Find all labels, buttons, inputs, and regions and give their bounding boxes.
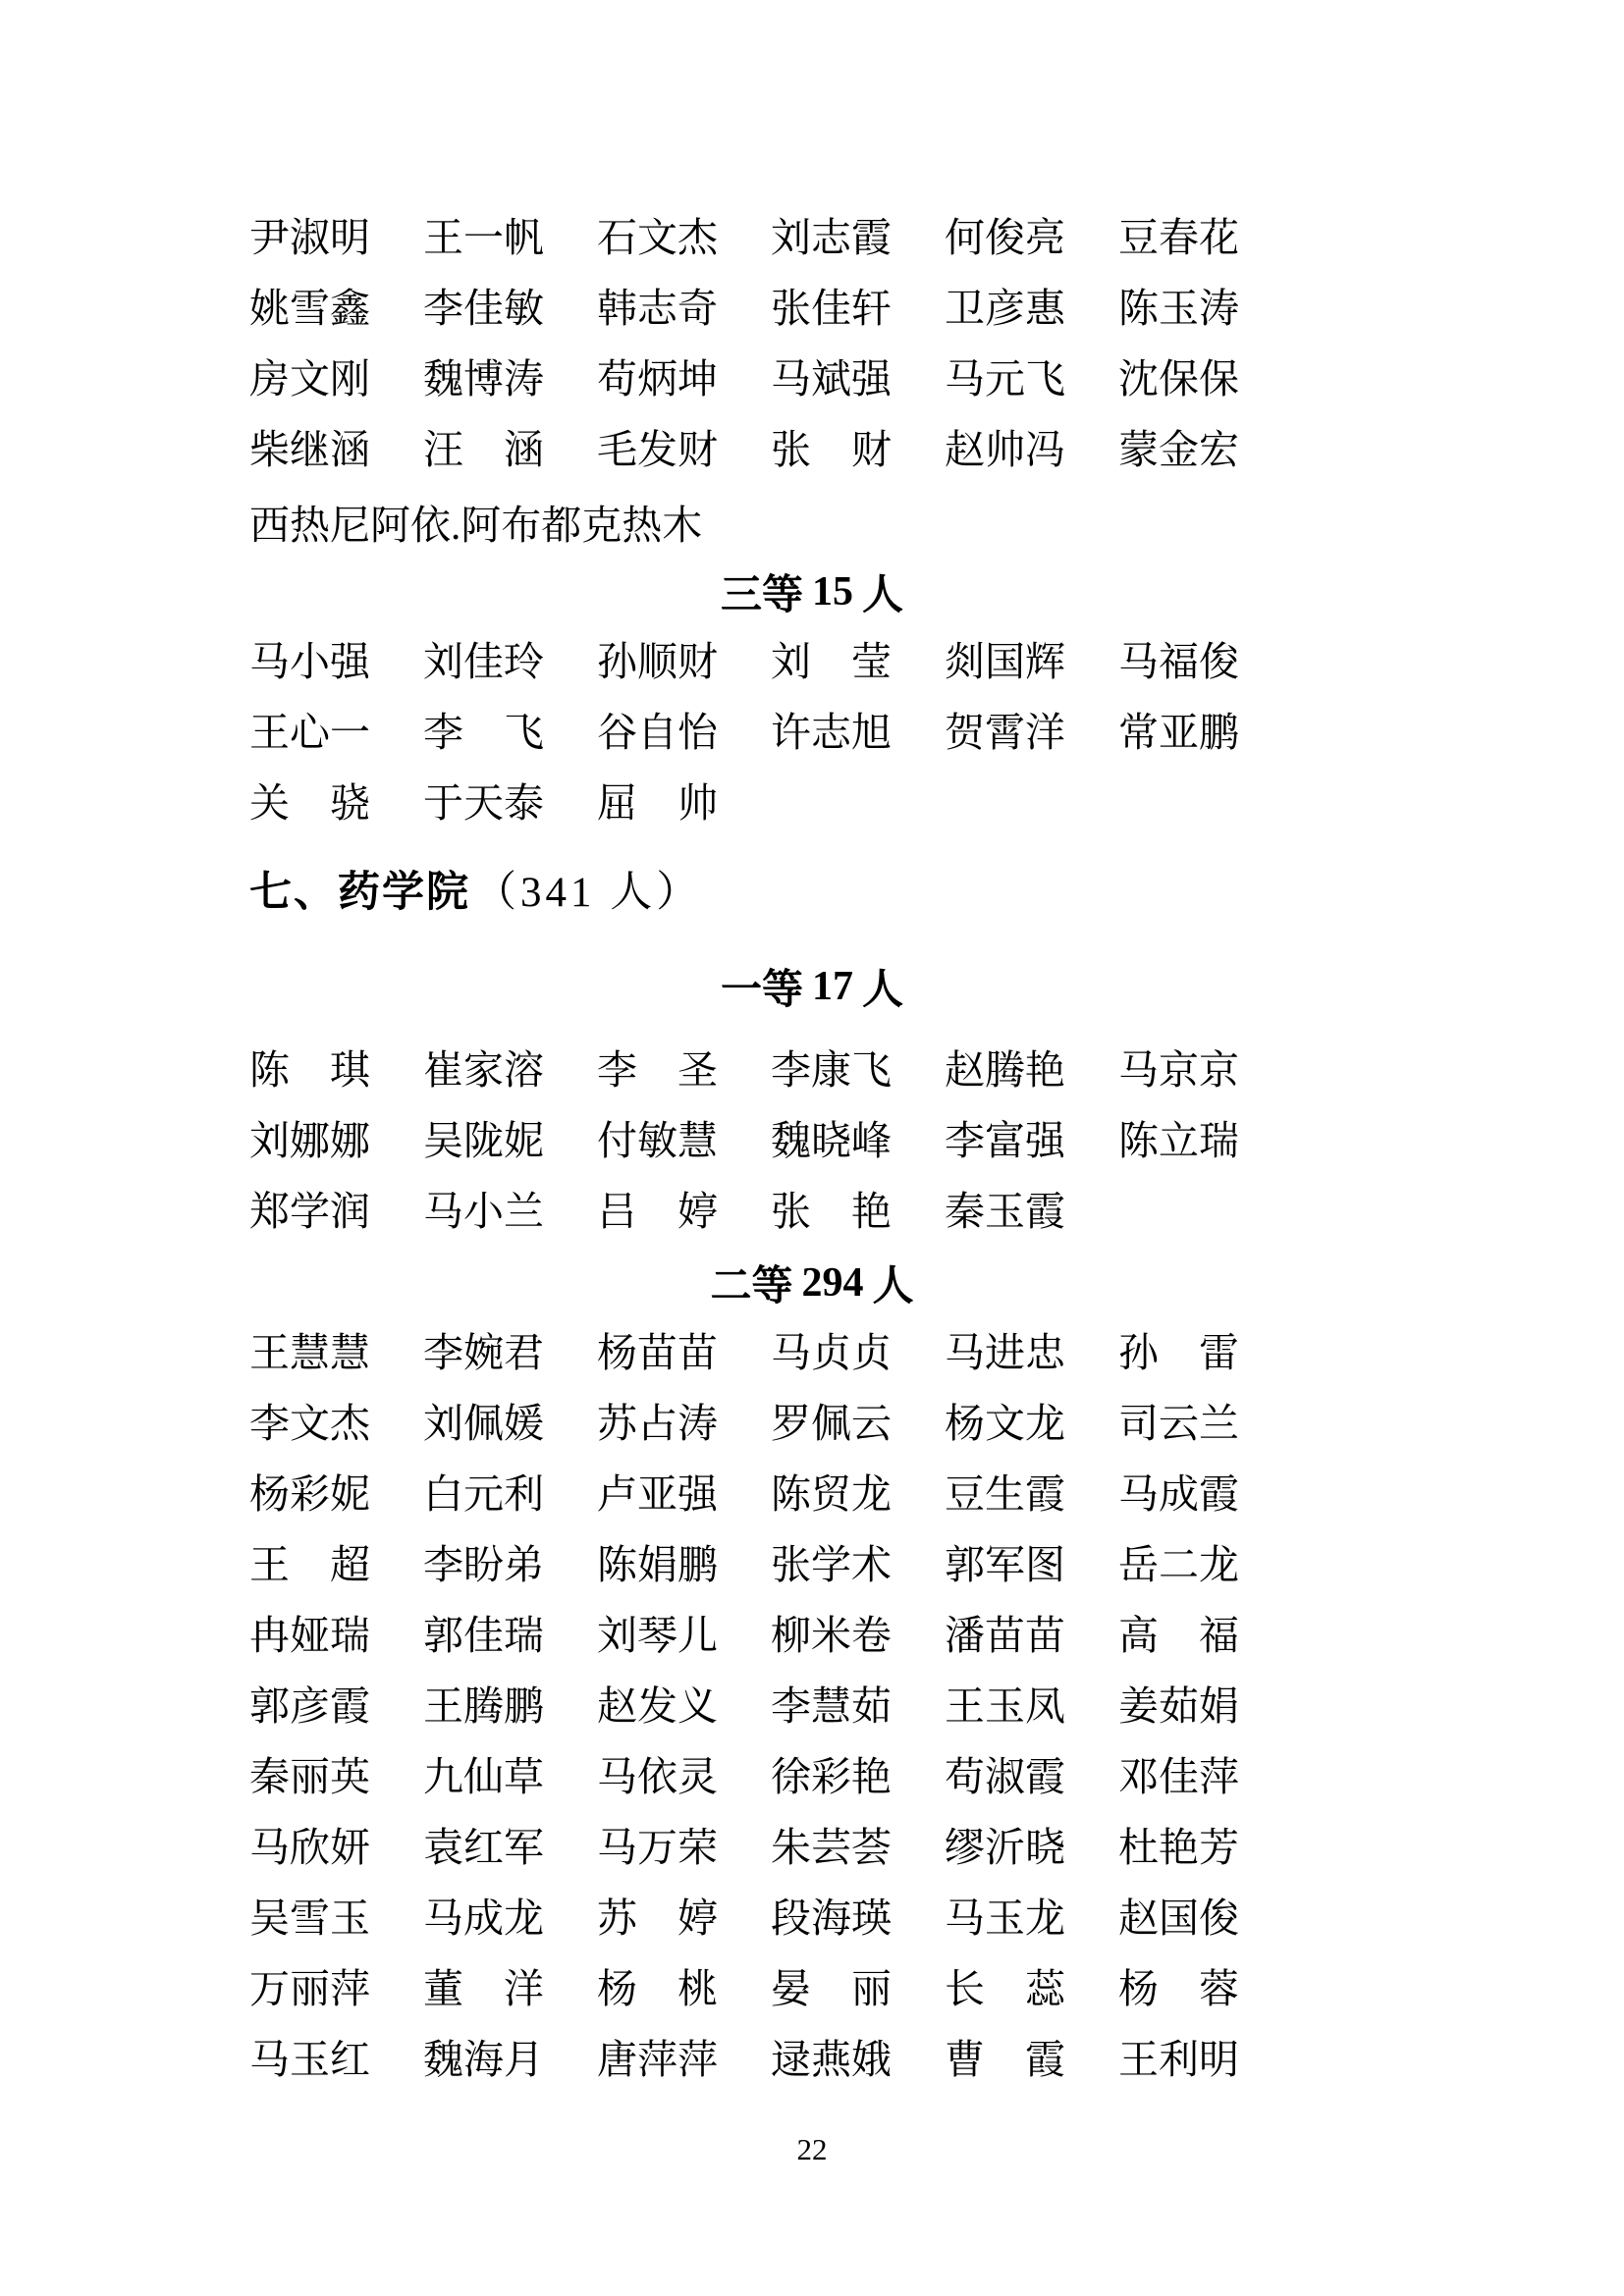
person-name: 杨 桃 — [597, 1966, 718, 2012]
person-name: 赵国俊 — [1118, 1896, 1239, 1942]
tier-heading-label: 一等 — [720, 968, 803, 1013]
name-row — [249, 203, 1375, 274]
person-name: 吕 婷 — [597, 1189, 718, 1235]
section-heading — [249, 839, 1375, 937]
person-name: 马依灵 — [597, 1754, 718, 1800]
tier-heading — [249, 557, 1375, 627]
person-name: 关 骁 — [249, 780, 370, 827]
person-name: 郭佳瑞 — [423, 1613, 544, 1659]
person-name: 马欣妍 — [249, 1825, 370, 1871]
person-name: 郭彦霞 — [249, 1683, 370, 1730]
name-row — [249, 1954, 1375, 2025]
person-name: 杨苗苗 — [597, 1330, 718, 1376]
person-name: 屈 帅 — [597, 780, 718, 827]
person-name: 李 飞 — [423, 710, 544, 756]
person-name: 苏 婷 — [597, 1896, 718, 1942]
person-name: 豆春花 — [1118, 215, 1239, 261]
person-name: 赵腾艳 — [945, 1047, 1065, 1094]
name-row — [249, 1318, 1375, 1389]
person-name: 沈保保 — [1118, 356, 1239, 402]
document-content — [249, 203, 1375, 2096]
person-name: 王利明 — [1118, 2037, 1239, 2083]
person-name: 马成霞 — [1118, 1471, 1239, 1518]
person-name: 孙顺财 — [597, 639, 718, 685]
name-row — [249, 1601, 1375, 1672]
person-name: 马京京 — [1118, 1047, 1239, 1094]
person-name: 吴雪玉 — [249, 1896, 370, 1942]
name-row — [249, 769, 1375, 839]
page-number: 22 — [796, 2132, 828, 2166]
person-name: 长 蕊 — [945, 1966, 1065, 2012]
person-name: 张 艳 — [771, 1189, 892, 1235]
person-name: 杨 蓉 — [1118, 1966, 1239, 2012]
person-name: 邓佳萍 — [1118, 1754, 1239, 1800]
person-name: 刘佩媛 — [423, 1401, 544, 1447]
person-name: 蒙金宏 — [1118, 427, 1239, 473]
name-row — [249, 1177, 1375, 1248]
person-name: 陈立瑞 — [1118, 1118, 1239, 1164]
person-name: 董 洋 — [423, 1966, 544, 2012]
person-name: 李婉君 — [423, 1330, 544, 1376]
person-name: 张学术 — [771, 1542, 892, 1588]
person-name: 孙 雷 — [1118, 1330, 1239, 1376]
person-name: 逯燕娥 — [771, 2037, 892, 2083]
person-name: 姜茹娟 — [1118, 1683, 1239, 1730]
tier-heading-unit: 人 — [862, 573, 904, 618]
person-name: 马小兰 — [423, 1189, 544, 1235]
person-name: 陈娟鹏 — [597, 1542, 718, 1588]
person-name: 王心一 — [249, 710, 370, 756]
person-name: 马小强 — [249, 639, 370, 685]
name-row — [249, 1672, 1375, 1742]
person-name: 万丽萍 — [249, 1966, 370, 2012]
person-name: 白元利 — [423, 1471, 544, 1518]
person-name: 赵发义 — [597, 1683, 718, 1730]
tier-heading-unit: 人 — [862, 968, 904, 1013]
section-count: （341 人） — [474, 869, 703, 916]
person-name: 罗佩云 — [771, 1401, 892, 1447]
person-name: 魏晓峰 — [771, 1118, 892, 1164]
name-row — [249, 627, 1375, 698]
name-row — [249, 1389, 1375, 1460]
person-name: 马贞贞 — [771, 1330, 892, 1376]
person-name: 卫彦惠 — [945, 286, 1065, 332]
tier-heading-count: 15 — [812, 569, 853, 614]
tier-heading-count: 294 — [801, 1260, 864, 1306]
person-name: 刘佳玲 — [423, 639, 544, 685]
tier-heading-unit: 人 — [872, 1264, 914, 1309]
tier-heading-count: 17 — [812, 964, 853, 1009]
person-name: 苏占涛 — [597, 1401, 718, 1447]
person-name: 袁红军 — [423, 1825, 544, 1871]
person-name: 朱芸荟 — [771, 1825, 892, 1871]
person-name: 郑学润 — [249, 1189, 370, 1235]
person-name: 许志旭 — [771, 710, 892, 756]
person-name: 马斌强 — [771, 356, 892, 402]
person-name: 魏海月 — [423, 2037, 544, 2083]
person-name: 马进忠 — [945, 1330, 1065, 1376]
person-name: 王玉凤 — [945, 1683, 1065, 1730]
person-name: 杜艳芳 — [1118, 1825, 1239, 1871]
person-name: 李文杰 — [249, 1401, 370, 1447]
name-row — [249, 1460, 1375, 1530]
person-name: 张 财 — [771, 427, 892, 473]
person-name: 冉娅瑞 — [249, 1613, 370, 1659]
tier-heading-label: 二等 — [710, 1264, 793, 1309]
person-name: 刘娜娜 — [249, 1118, 370, 1164]
person-name: 李康飞 — [771, 1047, 892, 1094]
person-name: 曹 霞 — [945, 2037, 1065, 2083]
person-name: 李佳敏 — [423, 286, 544, 332]
person-name: 徐彩艳 — [771, 1754, 892, 1800]
person-name: 谷自怡 — [597, 710, 718, 756]
person-name: 西热尼阿依.阿布都克热木 — [249, 502, 703, 548]
person-name: 尹淑明 — [249, 215, 370, 261]
name-row — [249, 1813, 1375, 1884]
person-name: 陈贸龙 — [771, 1471, 892, 1518]
person-name: 刘志霞 — [771, 215, 892, 261]
person-name: 马成龙 — [423, 1896, 544, 1942]
person-name: 刘琴儿 — [597, 1613, 718, 1659]
person-name: 贺霄洋 — [945, 710, 1065, 756]
person-name: 陈 琪 — [249, 1047, 370, 1094]
person-name: 唐萍萍 — [597, 2037, 718, 2083]
person-name: 高 福 — [1118, 1613, 1239, 1659]
person-name: 剡国辉 — [945, 639, 1065, 685]
person-name: 岳二龙 — [1118, 1542, 1239, 1588]
person-name: 秦玉霞 — [945, 1189, 1065, 1235]
person-name: 刘 莹 — [771, 639, 892, 685]
person-name: 豆生霞 — [945, 1471, 1065, 1518]
name-row — [249, 415, 1375, 486]
person-name: 柴继涵 — [249, 427, 370, 473]
person-name: 汪 涵 — [423, 427, 544, 473]
person-name: 何俊亮 — [945, 215, 1065, 261]
name-row — [249, 1884, 1375, 1954]
person-name: 杨文龙 — [945, 1401, 1065, 1447]
person-name: 马福俊 — [1118, 639, 1239, 685]
person-name: 韩志奇 — [597, 286, 718, 332]
person-name: 王一帆 — [423, 215, 544, 261]
name-row — [249, 1530, 1375, 1601]
person-name: 王 超 — [249, 1542, 370, 1588]
person-name: 赵帅冯 — [945, 427, 1065, 473]
person-name: 张佳轩 — [771, 286, 892, 332]
person-name: 毛发财 — [597, 427, 718, 473]
name-row — [249, 274, 1375, 345]
person-name: 王腾鹏 — [423, 1683, 544, 1730]
person-name: 马玉龙 — [945, 1896, 1065, 1942]
person-name: 付敏慧 — [597, 1118, 718, 1164]
name-row — [249, 1036, 1375, 1106]
name-row — [249, 345, 1375, 415]
tier-heading — [249, 1248, 1375, 1318]
name-row — [249, 1742, 1375, 1813]
person-name: 晏 丽 — [771, 1966, 892, 2012]
person-name: 秦丽英 — [249, 1754, 370, 1800]
tier-heading-label: 三等 — [720, 573, 803, 618]
person-name: 姚雪鑫 — [249, 286, 370, 332]
name-row — [249, 698, 1375, 769]
person-name: 马元飞 — [945, 356, 1065, 402]
person-name: 李盼弟 — [423, 1542, 544, 1588]
person-name: 段海瑛 — [771, 1896, 892, 1942]
person-name: 李富强 — [945, 1118, 1065, 1164]
person-name: 于天泰 — [423, 780, 544, 827]
person-name: 李慧茹 — [771, 1683, 892, 1730]
person-name: 陈玉涛 — [1118, 286, 1239, 332]
name-row — [249, 1106, 1375, 1177]
name-row — [249, 2025, 1375, 2096]
person-name: 九仙草 — [423, 1754, 544, 1800]
person-name: 魏博涛 — [423, 356, 544, 402]
person-name: 司云兰 — [1118, 1401, 1239, 1447]
person-name: 杨彩妮 — [249, 1471, 370, 1518]
person-name: 王慧慧 — [249, 1330, 370, 1376]
person-name: 吴陇妮 — [423, 1118, 544, 1164]
person-name: 缪沂晓 — [945, 1825, 1065, 1871]
person-name: 潘苗苗 — [945, 1613, 1065, 1659]
name-row — [249, 486, 1375, 557]
person-name: 崔家溶 — [423, 1047, 544, 1094]
person-name: 苟淑霞 — [945, 1754, 1065, 1800]
person-name: 苟炳坤 — [597, 356, 718, 402]
person-name: 李 圣 — [597, 1047, 718, 1094]
tier-heading — [249, 937, 1375, 1036]
person-name: 郭军图 — [945, 1542, 1065, 1588]
person-name: 马玉红 — [249, 2037, 370, 2083]
section-title: 七、药学院 — [249, 869, 470, 916]
person-name: 卢亚强 — [597, 1471, 718, 1518]
person-name: 常亚鹏 — [1118, 710, 1239, 756]
person-name: 石文杰 — [597, 215, 718, 261]
person-name: 房文刚 — [249, 356, 370, 402]
person-name: 柳米卷 — [771, 1613, 892, 1659]
person-name: 马万荣 — [597, 1825, 718, 1871]
